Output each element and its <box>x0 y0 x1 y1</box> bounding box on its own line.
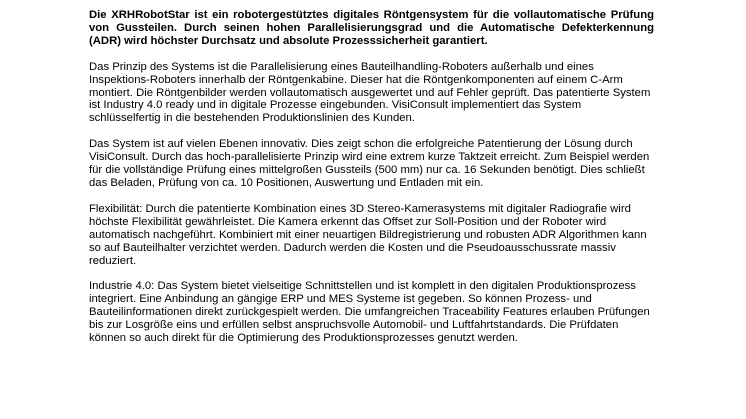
document-page <box>89 9 654 345</box>
innovation-paragraph: Das System ist auf vielen Ebenen innovativ. Dies zeigt schon die erfolgreiche Patentierung der Lösung durch VisiConsult. Durch das hoch-parallelisierte Prinzip wird eine extrem kurze Taktzeit erreicht. Zum Beispiel werden für die vollständige Prüfung eines mittelgroßen Gussteils (500 mm) nur ca. 16 Sekunden benötigt. Dies schließt das Beladen, Prüfung von ca. 10 Positionen, Auswertung und Entladen mit ein. <box>89 138 650 189</box>
lead-paragraph: Die XRHRobotStar ist ein robotergestütztes digitales Röntgensystem für die vollautomatische Prüfung von Gussteilen. Durch seinen hohen Parallelisierungsgrad und die Automatische Defekterkennung (ADR) wird höchster Durchsatz und absolute Prozesssicherheit garantiert. <box>89 9 654 47</box>
industry-paragraph: Industrie 4.0: Das System bietet vielseitige Schnittstellen und ist komplett in den digitalen Produktionsprozess integriert. Eine Anbindung an gängige ERP und MES Systeme ist gegeben. So können Prozess- und Bauteilinformationen direkt zurückgespielt werden. Die umfangreichen Traceability Features erlauben Prüfungen bis zur Losgröße eins und erfüllen selbst anspruchsvolle Automobil- und Luftfahrtstandards. Die Prüfdaten können so auch direkt für die Optimierung des Produktionsprozesses genutzt werden. <box>89 280 650 345</box>
flexibility-paragraph: Flexibilität: Durch die patentierte Kombination eines 3D Stereo-Kamerasystems mit digitaler Radiografie wird höchste Flexibilität gewährleistet. Die Kamera erkennt das Offset zur Soll-Position und der Roboter wird automatisch nachgeführt. Kombiniert mit einer neuartigen Bildregistrierung und robusten ADR Algorithmen kann so auf Bauteilhalter verzichtet werden. Dadurch werden die Kosten und die Pseudoausschussrate massiv reduziert. <box>89 202 647 267</box>
principle-paragraph: Das Prinzip des Systems ist die Parallelisierung eines Bauteilhandling-Roboters außerhalb und eines Inspektions-Roboters innerhalb der Röntgenkabine. Dieser hat die Röntgenkomponenten auf einem C-Arm montiert. Die Röntgenbilder werden vollautomatisch ausgewertet und auf Fehler geprüft. Das patentierte System ist Industry 4.0 ready und in digitale Prozesse eingebunden. VisiConsult implementiert das System schlüsselfertig in die bestehenden Produktionslinien des Kunden. <box>89 60 651 125</box>
